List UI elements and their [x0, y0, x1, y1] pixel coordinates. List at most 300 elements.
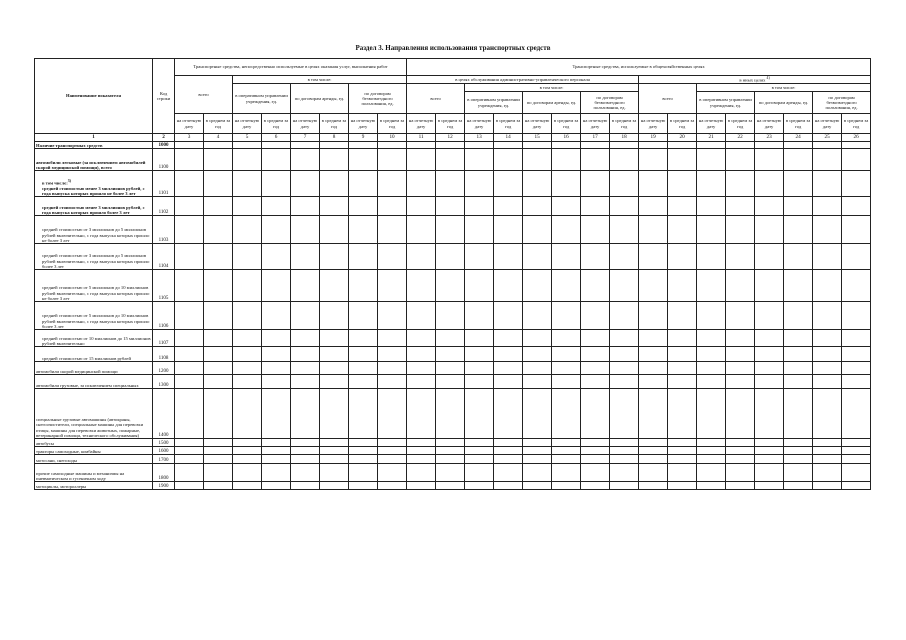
value-cell[interactable] [842, 270, 871, 302]
value-cell[interactable] [842, 216, 871, 244]
value-cell[interactable] [291, 270, 320, 302]
value-cell[interactable] [755, 244, 784, 270]
value-cell[interactable] [668, 270, 697, 302]
value-cell[interactable] [262, 482, 291, 490]
value-cell[interactable] [697, 197, 726, 216]
value-cell[interactable] [204, 149, 233, 171]
value-cell[interactable] [407, 270, 436, 302]
value-cell[interactable] [204, 197, 233, 216]
value-cell[interactable] [610, 197, 639, 216]
value-cell[interactable] [233, 362, 262, 375]
value-cell[interactable] [610, 375, 639, 389]
value-cell[interactable] [610, 455, 639, 464]
value-cell[interactable] [784, 142, 813, 149]
value-cell[interactable] [465, 464, 494, 482]
value-cell[interactable] [436, 347, 465, 362]
value-cell[interactable] [320, 482, 349, 490]
value-cell[interactable] [552, 330, 581, 347]
value-cell[interactable] [494, 362, 523, 375]
value-cell[interactable] [204, 389, 233, 439]
value-cell[interactable] [523, 389, 552, 439]
value-cell[interactable] [523, 464, 552, 482]
value-cell[interactable] [755, 270, 784, 302]
value-cell[interactable] [320, 171, 349, 197]
value-cell[interactable] [552, 270, 581, 302]
value-cell[interactable] [407, 244, 436, 270]
value-cell[interactable] [668, 330, 697, 347]
value-cell[interactable] [291, 149, 320, 171]
value-cell[interactable] [755, 149, 784, 171]
value-cell[interactable] [465, 389, 494, 439]
value-cell[interactable] [726, 330, 755, 347]
value-cell[interactable] [378, 330, 407, 347]
value-cell[interactable] [175, 347, 204, 362]
value-cell[interactable] [320, 439, 349, 447]
value-cell[interactable] [349, 244, 378, 270]
value-cell[interactable] [755, 302, 784, 330]
value-cell[interactable] [465, 149, 494, 171]
value-cell[interactable] [697, 347, 726, 362]
value-cell[interactable] [784, 216, 813, 244]
value-cell[interactable] [726, 389, 755, 439]
value-cell[interactable] [813, 447, 842, 455]
value-cell[interactable] [436, 142, 465, 149]
value-cell[interactable] [523, 149, 552, 171]
value-cell[interactable] [436, 375, 465, 389]
value-cell[interactable] [668, 389, 697, 439]
value-cell[interactable] [668, 447, 697, 455]
value-cell[interactable] [813, 171, 842, 197]
value-cell[interactable] [262, 149, 291, 171]
value-cell[interactable] [842, 142, 871, 149]
value-cell[interactable] [755, 142, 784, 149]
value-cell[interactable] [668, 375, 697, 389]
value-cell[interactable] [581, 330, 610, 347]
value-cell[interactable] [668, 455, 697, 464]
value-cell[interactable] [349, 330, 378, 347]
value-cell[interactable] [349, 362, 378, 375]
value-cell[interactable] [697, 142, 726, 149]
value-cell[interactable] [204, 302, 233, 330]
value-cell[interactable] [320, 244, 349, 270]
value-cell[interactable] [349, 197, 378, 216]
value-cell[interactable] [726, 464, 755, 482]
value-cell[interactable] [175, 375, 204, 389]
value-cell[interactable] [755, 482, 784, 490]
value-cell[interactable] [639, 464, 668, 482]
value-cell[interactable] [668, 171, 697, 197]
value-cell[interactable] [697, 171, 726, 197]
value-cell[interactable] [552, 244, 581, 270]
value-cell[interactable] [436, 464, 465, 482]
value-cell[interactable] [349, 347, 378, 362]
value-cell[interactable] [262, 142, 291, 149]
value-cell[interactable] [378, 244, 407, 270]
value-cell[interactable] [755, 197, 784, 216]
value-cell[interactable] [639, 362, 668, 375]
value-cell[interactable] [639, 439, 668, 447]
value-cell[interactable] [842, 375, 871, 389]
value-cell[interactable] [291, 482, 320, 490]
value-cell[interactable] [494, 149, 523, 171]
value-cell[interactable] [784, 149, 813, 171]
value-cell[interactable] [581, 244, 610, 270]
value-cell[interactable] [378, 197, 407, 216]
value-cell[interactable] [465, 362, 494, 375]
value-cell[interactable] [726, 347, 755, 362]
value-cell[interactable] [639, 447, 668, 455]
value-cell[interactable] [291, 389, 320, 439]
value-cell[interactable] [639, 171, 668, 197]
value-cell[interactable] [639, 244, 668, 270]
value-cell[interactable] [726, 439, 755, 447]
value-cell[interactable] [291, 375, 320, 389]
value-cell[interactable] [842, 244, 871, 270]
value-cell[interactable] [378, 302, 407, 330]
value-cell[interactable] [552, 455, 581, 464]
value-cell[interactable] [262, 455, 291, 464]
value-cell[interactable] [233, 375, 262, 389]
value-cell[interactable] [320, 149, 349, 171]
value-cell[interactable] [291, 302, 320, 330]
value-cell[interactable] [813, 389, 842, 439]
value-cell[interactable] [349, 375, 378, 389]
value-cell[interactable] [784, 375, 813, 389]
value-cell[interactable] [842, 197, 871, 216]
value-cell[interactable] [204, 347, 233, 362]
value-cell[interactable] [726, 455, 755, 464]
value-cell[interactable] [784, 455, 813, 464]
value-cell[interactable] [523, 171, 552, 197]
value-cell[interactable] [813, 439, 842, 447]
value-cell[interactable] [494, 270, 523, 302]
value-cell[interactable] [349, 149, 378, 171]
value-cell[interactable] [407, 362, 436, 375]
value-cell[interactable] [668, 439, 697, 447]
value-cell[interactable] [581, 464, 610, 482]
value-cell[interactable] [291, 455, 320, 464]
value-cell[interactable] [465, 455, 494, 464]
value-cell[interactable] [784, 330, 813, 347]
value-cell[interactable] [697, 439, 726, 447]
value-cell[interactable] [755, 464, 784, 482]
value-cell[interactable] [204, 330, 233, 347]
value-cell[interactable] [523, 142, 552, 149]
value-cell[interactable] [291, 216, 320, 244]
value-cell[interactable] [204, 464, 233, 482]
value-cell[interactable] [291, 347, 320, 362]
value-cell[interactable] [726, 375, 755, 389]
value-cell[interactable] [378, 389, 407, 439]
value-cell[interactable] [784, 362, 813, 375]
value-cell[interactable] [552, 362, 581, 375]
value-cell[interactable] [842, 464, 871, 482]
value-cell[interactable] [320, 362, 349, 375]
value-cell[interactable] [784, 347, 813, 362]
value-cell[interactable] [378, 171, 407, 197]
value-cell[interactable] [233, 347, 262, 362]
value-cell[interactable] [204, 171, 233, 197]
value-cell[interactable] [610, 389, 639, 439]
value-cell[interactable] [697, 244, 726, 270]
value-cell[interactable] [291, 464, 320, 482]
value-cell[interactable] [262, 362, 291, 375]
value-cell[interactable] [523, 270, 552, 302]
value-cell[interactable] [175, 362, 204, 375]
value-cell[interactable] [320, 270, 349, 302]
value-cell[interactable] [320, 375, 349, 389]
value-cell[interactable] [175, 464, 204, 482]
value-cell[interactable] [436, 149, 465, 171]
value-cell[interactable] [407, 389, 436, 439]
value-cell[interactable] [552, 197, 581, 216]
value-cell[interactable] [378, 455, 407, 464]
value-cell[interactable] [610, 270, 639, 302]
value-cell[interactable] [668, 482, 697, 490]
value-cell[interactable] [755, 330, 784, 347]
value-cell[interactable] [378, 216, 407, 244]
value-cell[interactable] [233, 389, 262, 439]
value-cell[interactable] [175, 244, 204, 270]
value-cell[interactable] [349, 216, 378, 244]
value-cell[interactable] [552, 389, 581, 439]
value-cell[interactable] [697, 447, 726, 455]
value-cell[interactable] [291, 244, 320, 270]
value-cell[interactable] [465, 270, 494, 302]
value-cell[interactable] [784, 439, 813, 447]
value-cell[interactable] [233, 482, 262, 490]
value-cell[interactable] [755, 375, 784, 389]
value-cell[interactable] [581, 149, 610, 171]
value-cell[interactable] [262, 347, 291, 362]
value-cell[interactable] [755, 216, 784, 244]
value-cell[interactable] [842, 149, 871, 171]
value-cell[interactable] [639, 330, 668, 347]
value-cell[interactable] [813, 142, 842, 149]
value-cell[interactable] [407, 330, 436, 347]
value-cell[interactable] [842, 171, 871, 197]
value-cell[interactable] [262, 447, 291, 455]
value-cell[interactable] [523, 439, 552, 447]
value-cell[interactable] [552, 439, 581, 447]
value-cell[interactable] [523, 362, 552, 375]
value-cell[interactable] [813, 482, 842, 490]
value-cell[interactable] [407, 302, 436, 330]
value-cell[interactable] [233, 455, 262, 464]
value-cell[interactable] [755, 347, 784, 362]
value-cell[interactable] [726, 142, 755, 149]
value-cell[interactable] [523, 216, 552, 244]
value-cell[interactable] [465, 330, 494, 347]
value-cell[interactable] [204, 447, 233, 455]
value-cell[interactable] [233, 142, 262, 149]
value-cell[interactable] [726, 362, 755, 375]
value-cell[interactable] [726, 216, 755, 244]
value-cell[interactable] [378, 149, 407, 171]
value-cell[interactable] [552, 142, 581, 149]
value-cell[interactable] [668, 347, 697, 362]
value-cell[interactable] [697, 330, 726, 347]
value-cell[interactable] [697, 216, 726, 244]
value-cell[interactable] [204, 142, 233, 149]
value-cell[interactable] [204, 270, 233, 302]
value-cell[interactable] [320, 142, 349, 149]
value-cell[interactable] [378, 482, 407, 490]
value-cell[interactable] [610, 347, 639, 362]
value-cell[interactable] [552, 447, 581, 455]
value-cell[interactable] [813, 455, 842, 464]
value-cell[interactable] [175, 216, 204, 244]
value-cell[interactable] [552, 171, 581, 197]
value-cell[interactable] [175, 389, 204, 439]
value-cell[interactable] [465, 197, 494, 216]
value-cell[interactable] [175, 447, 204, 455]
value-cell[interactable] [494, 142, 523, 149]
value-cell[interactable] [668, 197, 697, 216]
value-cell[interactable] [755, 362, 784, 375]
value-cell[interactable] [610, 439, 639, 447]
value-cell[interactable] [378, 142, 407, 149]
value-cell[interactable] [581, 362, 610, 375]
value-cell[interactable] [610, 244, 639, 270]
value-cell[interactable] [552, 216, 581, 244]
value-cell[interactable] [233, 447, 262, 455]
value-cell[interactable] [581, 171, 610, 197]
value-cell[interactable] [523, 244, 552, 270]
value-cell[interactable] [262, 439, 291, 447]
value-cell[interactable] [436, 362, 465, 375]
value-cell[interactable] [494, 455, 523, 464]
value-cell[interactable] [842, 302, 871, 330]
value-cell[interactable] [784, 464, 813, 482]
value-cell[interactable] [291, 142, 320, 149]
value-cell[interactable] [407, 482, 436, 490]
value-cell[interactable] [668, 216, 697, 244]
value-cell[interactable] [262, 375, 291, 389]
value-cell[interactable] [726, 270, 755, 302]
value-cell[interactable] [175, 330, 204, 347]
value-cell[interactable] [697, 482, 726, 490]
value-cell[interactable] [755, 171, 784, 197]
value-cell[interactable] [639, 455, 668, 464]
value-cell[interactable] [755, 455, 784, 464]
value-cell[interactable] [813, 197, 842, 216]
value-cell[interactable] [494, 375, 523, 389]
value-cell[interactable] [581, 482, 610, 490]
value-cell[interactable] [349, 482, 378, 490]
value-cell[interactable] [668, 149, 697, 171]
value-cell[interactable] [378, 375, 407, 389]
value-cell[interactable] [494, 302, 523, 330]
value-cell[interactable] [291, 362, 320, 375]
value-cell[interactable] [233, 464, 262, 482]
value-cell[interactable] [581, 216, 610, 244]
value-cell[interactable] [813, 270, 842, 302]
value-cell[interactable] [320, 197, 349, 216]
value-cell[interactable] [784, 389, 813, 439]
value-cell[interactable] [494, 464, 523, 482]
value-cell[interactable] [175, 482, 204, 490]
value-cell[interactable] [407, 347, 436, 362]
value-cell[interactable] [610, 171, 639, 197]
value-cell[interactable] [262, 171, 291, 197]
value-cell[interactable] [407, 149, 436, 171]
value-cell[interactable] [813, 464, 842, 482]
value-cell[interactable] [494, 482, 523, 490]
value-cell[interactable] [378, 447, 407, 455]
value-cell[interactable] [552, 302, 581, 330]
value-cell[interactable] [465, 347, 494, 362]
value-cell[interactable] [291, 330, 320, 347]
value-cell[interactable] [639, 375, 668, 389]
value-cell[interactable] [639, 389, 668, 439]
value-cell[interactable] [523, 330, 552, 347]
value-cell[interactable] [610, 216, 639, 244]
value-cell[interactable] [465, 244, 494, 270]
value-cell[interactable] [175, 149, 204, 171]
value-cell[interactable] [610, 482, 639, 490]
value-cell[interactable] [581, 347, 610, 362]
value-cell[interactable] [784, 482, 813, 490]
value-cell[interactable] [349, 439, 378, 447]
value-cell[interactable] [581, 375, 610, 389]
value-cell[interactable] [639, 197, 668, 216]
value-cell[interactable] [320, 302, 349, 330]
value-cell[interactable] [726, 171, 755, 197]
value-cell[interactable] [523, 375, 552, 389]
value-cell[interactable] [639, 482, 668, 490]
value-cell[interactable] [726, 244, 755, 270]
value-cell[interactable] [436, 447, 465, 455]
value-cell[interactable] [639, 347, 668, 362]
value-cell[interactable] [639, 302, 668, 330]
value-cell[interactable] [842, 482, 871, 490]
value-cell[interactable] [813, 362, 842, 375]
value-cell[interactable] [813, 347, 842, 362]
value-cell[interactable] [813, 216, 842, 244]
value-cell[interactable] [349, 455, 378, 464]
value-cell[interactable] [581, 447, 610, 455]
value-cell[interactable] [204, 216, 233, 244]
value-cell[interactable] [204, 362, 233, 375]
value-cell[interactable] [320, 347, 349, 362]
value-cell[interactable] [697, 149, 726, 171]
value-cell[interactable] [842, 362, 871, 375]
value-cell[interactable] [407, 455, 436, 464]
value-cell[interactable] [523, 302, 552, 330]
value-cell[interactable] [552, 464, 581, 482]
value-cell[interactable] [494, 347, 523, 362]
value-cell[interactable] [842, 389, 871, 439]
value-cell[interactable] [204, 244, 233, 270]
value-cell[interactable] [320, 447, 349, 455]
value-cell[interactable] [436, 197, 465, 216]
value-cell[interactable] [784, 197, 813, 216]
value-cell[interactable] [378, 439, 407, 447]
value-cell[interactable] [813, 149, 842, 171]
value-cell[interactable] [204, 439, 233, 447]
value-cell[interactable] [697, 464, 726, 482]
value-cell[interactable] [407, 171, 436, 197]
value-cell[interactable] [813, 375, 842, 389]
value-cell[interactable] [436, 455, 465, 464]
value-cell[interactable] [668, 244, 697, 270]
value-cell[interactable] [204, 482, 233, 490]
value-cell[interactable] [697, 375, 726, 389]
value-cell[interactable] [320, 464, 349, 482]
value-cell[interactable] [668, 362, 697, 375]
value-cell[interactable] [436, 439, 465, 447]
